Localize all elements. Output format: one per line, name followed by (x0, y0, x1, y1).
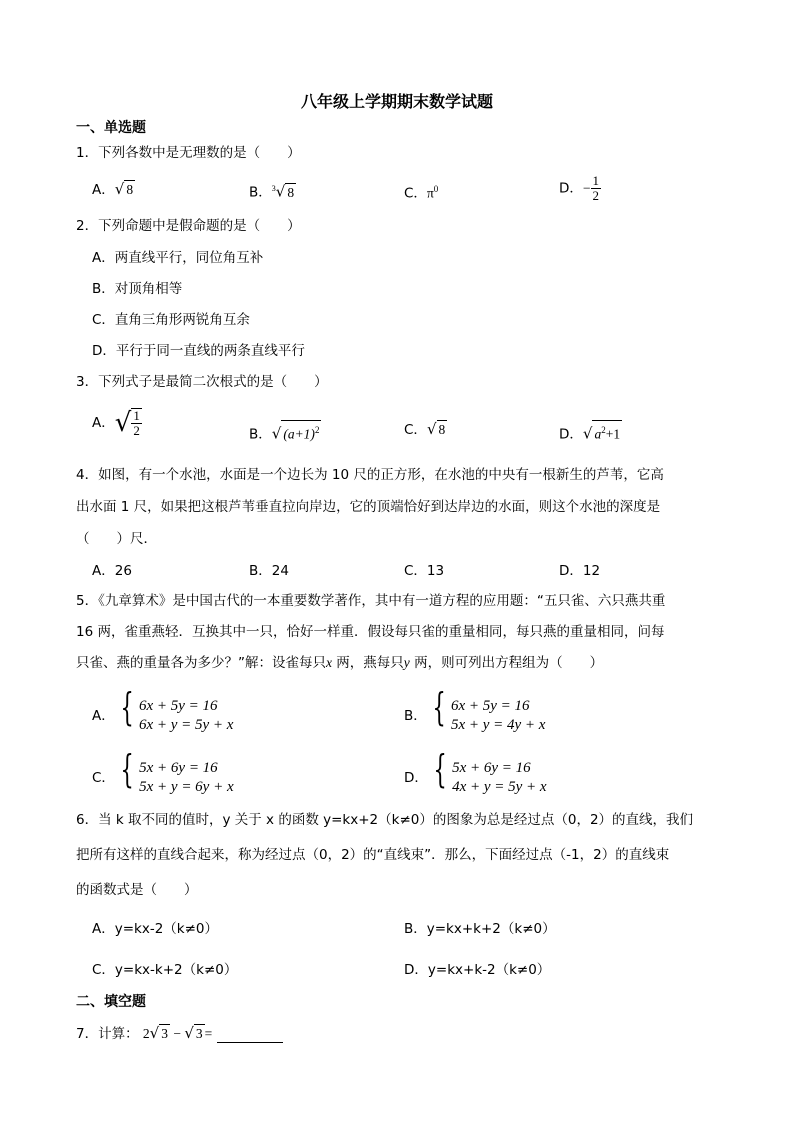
question-2-stem: 2．下列命题中是假命题的是（ ） (76, 218, 301, 234)
question-4-line-1: 4．如图，有一个水池，水面是一个边长为 10 尺的正方形，在水池的中央有一根新生的芦苇，它高 (76, 467, 664, 483)
equation-2: 6x + y = 5y + x (138, 717, 234, 733)
root-index: 3 (271, 184, 276, 193)
sqrt-sign: √ (271, 424, 282, 443)
q1-option-a (92, 180, 135, 199)
left-brace: { (120, 747, 134, 791)
radicand: 8 (438, 422, 446, 437)
q6-option-b: B．y=kx+k+2（k≠0） (404, 921, 556, 937)
left-brace: { (432, 685, 446, 729)
option-label: C． (404, 185, 427, 202)
option-label: D． (404, 770, 428, 786)
exponent: 2 (601, 425, 606, 435)
q3-option-a (92, 408, 142, 438)
q1-option-d (559, 174, 601, 203)
q6-option-a: A．y=kx-2（k≠0） (92, 921, 219, 937)
q5-option-c (92, 747, 234, 797)
equation-1: 6x + 5y = 16 (450, 698, 530, 714)
option-label: B． (249, 184, 272, 201)
q5-option-a (92, 685, 234, 735)
q6-option-d: D．y=kx+k-2（k≠0） (404, 962, 551, 978)
left-brace: { (433, 747, 447, 791)
sqrt-sign: √ (114, 180, 125, 198)
option-label: B． (249, 426, 272, 443)
question-4-line-2: 出水面 1 尺，如果把这根芦苇垂直拉向岸边，它的顶端恰好到达岸边的水面，则这个水池的深度是 (76, 499, 661, 515)
question-7 (76, 1024, 283, 1043)
q6-option-c: C．y=kx-k+2（k≠0） (92, 962, 238, 978)
sqrt-sign: √ (184, 1024, 194, 1042)
option-label: A． (92, 415, 115, 431)
equation-system (451, 697, 546, 735)
q2-option-b: B．对顶角相等 (92, 281, 183, 297)
radicand: 8 (287, 184, 295, 200)
option-label: D． (559, 426, 583, 443)
equation-system (139, 759, 234, 797)
question-6-line-2: 把所有这样的直线合起来，称为经过点（0，2）的“直线束”．那么，下面经过点（-1，2）的直线束 (76, 847, 670, 863)
sqrt-sign: √ (114, 408, 132, 438)
question-5-line-1: 5．《九章算术》是中国古代的一本重要数学著作，其中有一道方程的应用题：“五只雀、六只燕共重 (76, 593, 666, 609)
minus-sign: − (169, 1026, 185, 1041)
question-6-line-1: 6．当 k 取不同的值时，y 关于 x 的函数 y=kx+2（k≠0）的图象为总是经过点（0，2）的直线，我们 (76, 812, 694, 828)
variable-x: x (326, 655, 332, 670)
q1-option-c (404, 180, 438, 203)
section-heading-single-choice: 一、单选题 (76, 120, 146, 136)
radicand-rest: +1 (605, 426, 621, 442)
question-1-stem: 1．下列各数中是无理数的是（ ） (76, 145, 301, 161)
question-6-line-3: 的函数式是（ ） (76, 882, 198, 898)
denominator: 2 (592, 188, 600, 203)
option-label: C． (404, 422, 427, 438)
sqrt-sign: √ (426, 420, 437, 438)
q4-option-d: D．12 (559, 563, 601, 579)
radicand: 8 (126, 182, 134, 197)
option-label: D． (559, 180, 583, 197)
q3-option-c (404, 420, 447, 439)
variable-y: y (403, 655, 410, 670)
page-title: 八年级上学期期末数学试题 (300, 92, 493, 111)
numerator: 1 (592, 173, 600, 188)
pi-symbol: π (426, 185, 434, 201)
question-5-line-3 (76, 654, 603, 672)
exponent: 2 (314, 425, 320, 435)
section-heading-fill-in: 二、填空题 (76, 994, 146, 1010)
line-text: 两，燕每只 (332, 655, 404, 671)
option-label: B． (404, 708, 427, 724)
denominator: 2 (133, 423, 140, 438)
minus-sign: − (582, 180, 591, 196)
radicand (281, 420, 321, 444)
radicand-base: (a+1) (283, 426, 315, 442)
option-label: C． (92, 770, 115, 786)
radicand (592, 420, 622, 444)
equation-2: 5x + y = 6y + x (139, 779, 234, 795)
fraction (591, 174, 602, 203)
answer-blank[interactable] (217, 1028, 283, 1043)
q4-option-c: C．13 (404, 563, 445, 579)
line-text: 只雀、燕的重量各为多少？”解：设雀每只 (76, 655, 326, 671)
question-4-line-3: （ ）尺． (76, 531, 157, 547)
fraction (131, 408, 142, 438)
line-text: 两，则可列出方程组为（ ） (409, 655, 604, 671)
q1-option-b (249, 180, 296, 202)
q5-option-d (404, 747, 547, 797)
equation-1: 5x + 6y = 16 (452, 760, 531, 776)
equation-1: 6x + 5y = 16 (138, 698, 218, 714)
question-7-label: 7．计算： (76, 1026, 139, 1042)
equation-system (452, 759, 547, 797)
left-brace: { (120, 685, 134, 729)
equation-2: 4x + y = 5y + x (452, 779, 547, 795)
option-label: A． (92, 708, 115, 724)
sqrt-sign: √ (582, 424, 593, 443)
q3-option-b (249, 420, 321, 444)
numerator: 1 (133, 408, 140, 423)
question-5-line-2: 16 两，雀重燕轻．互换其中一只，恰好一样重．假设每只雀的重量相同，每只燕的重量相同，问每 (76, 624, 665, 640)
q2-option-a: A．两直线平行，同位角互补 (92, 250, 264, 266)
option-label: A． (92, 182, 115, 198)
equation-2: 5x + y = 4y + x (450, 717, 546, 733)
radicand: 3 (195, 1026, 203, 1041)
q4-option-b: B．24 (249, 563, 289, 579)
q2-option-c: C．直角三角形两锐角互余 (92, 312, 250, 328)
radicand: 3 (161, 1026, 168, 1041)
question-3-stem: 3．下列式子是最简二次根式的是（ ） (76, 374, 328, 390)
q2-option-d: D．平行于同一直线的两条直线平行 (92, 343, 305, 359)
q4-option-a: A．26 (92, 563, 132, 579)
coefficient: 2 (142, 1026, 150, 1041)
sqrt-sign: √ (275, 182, 286, 201)
q5-option-b (404, 685, 546, 735)
q3-option-d (559, 420, 622, 444)
equation-system (139, 697, 234, 735)
radicand-base: a (594, 426, 602, 442)
sqrt-sign: √ (149, 1024, 160, 1042)
equals-sign: = (204, 1026, 213, 1041)
equation-1: 5x + 6y = 16 (139, 760, 218, 776)
exponent: 0 (433, 184, 439, 194)
